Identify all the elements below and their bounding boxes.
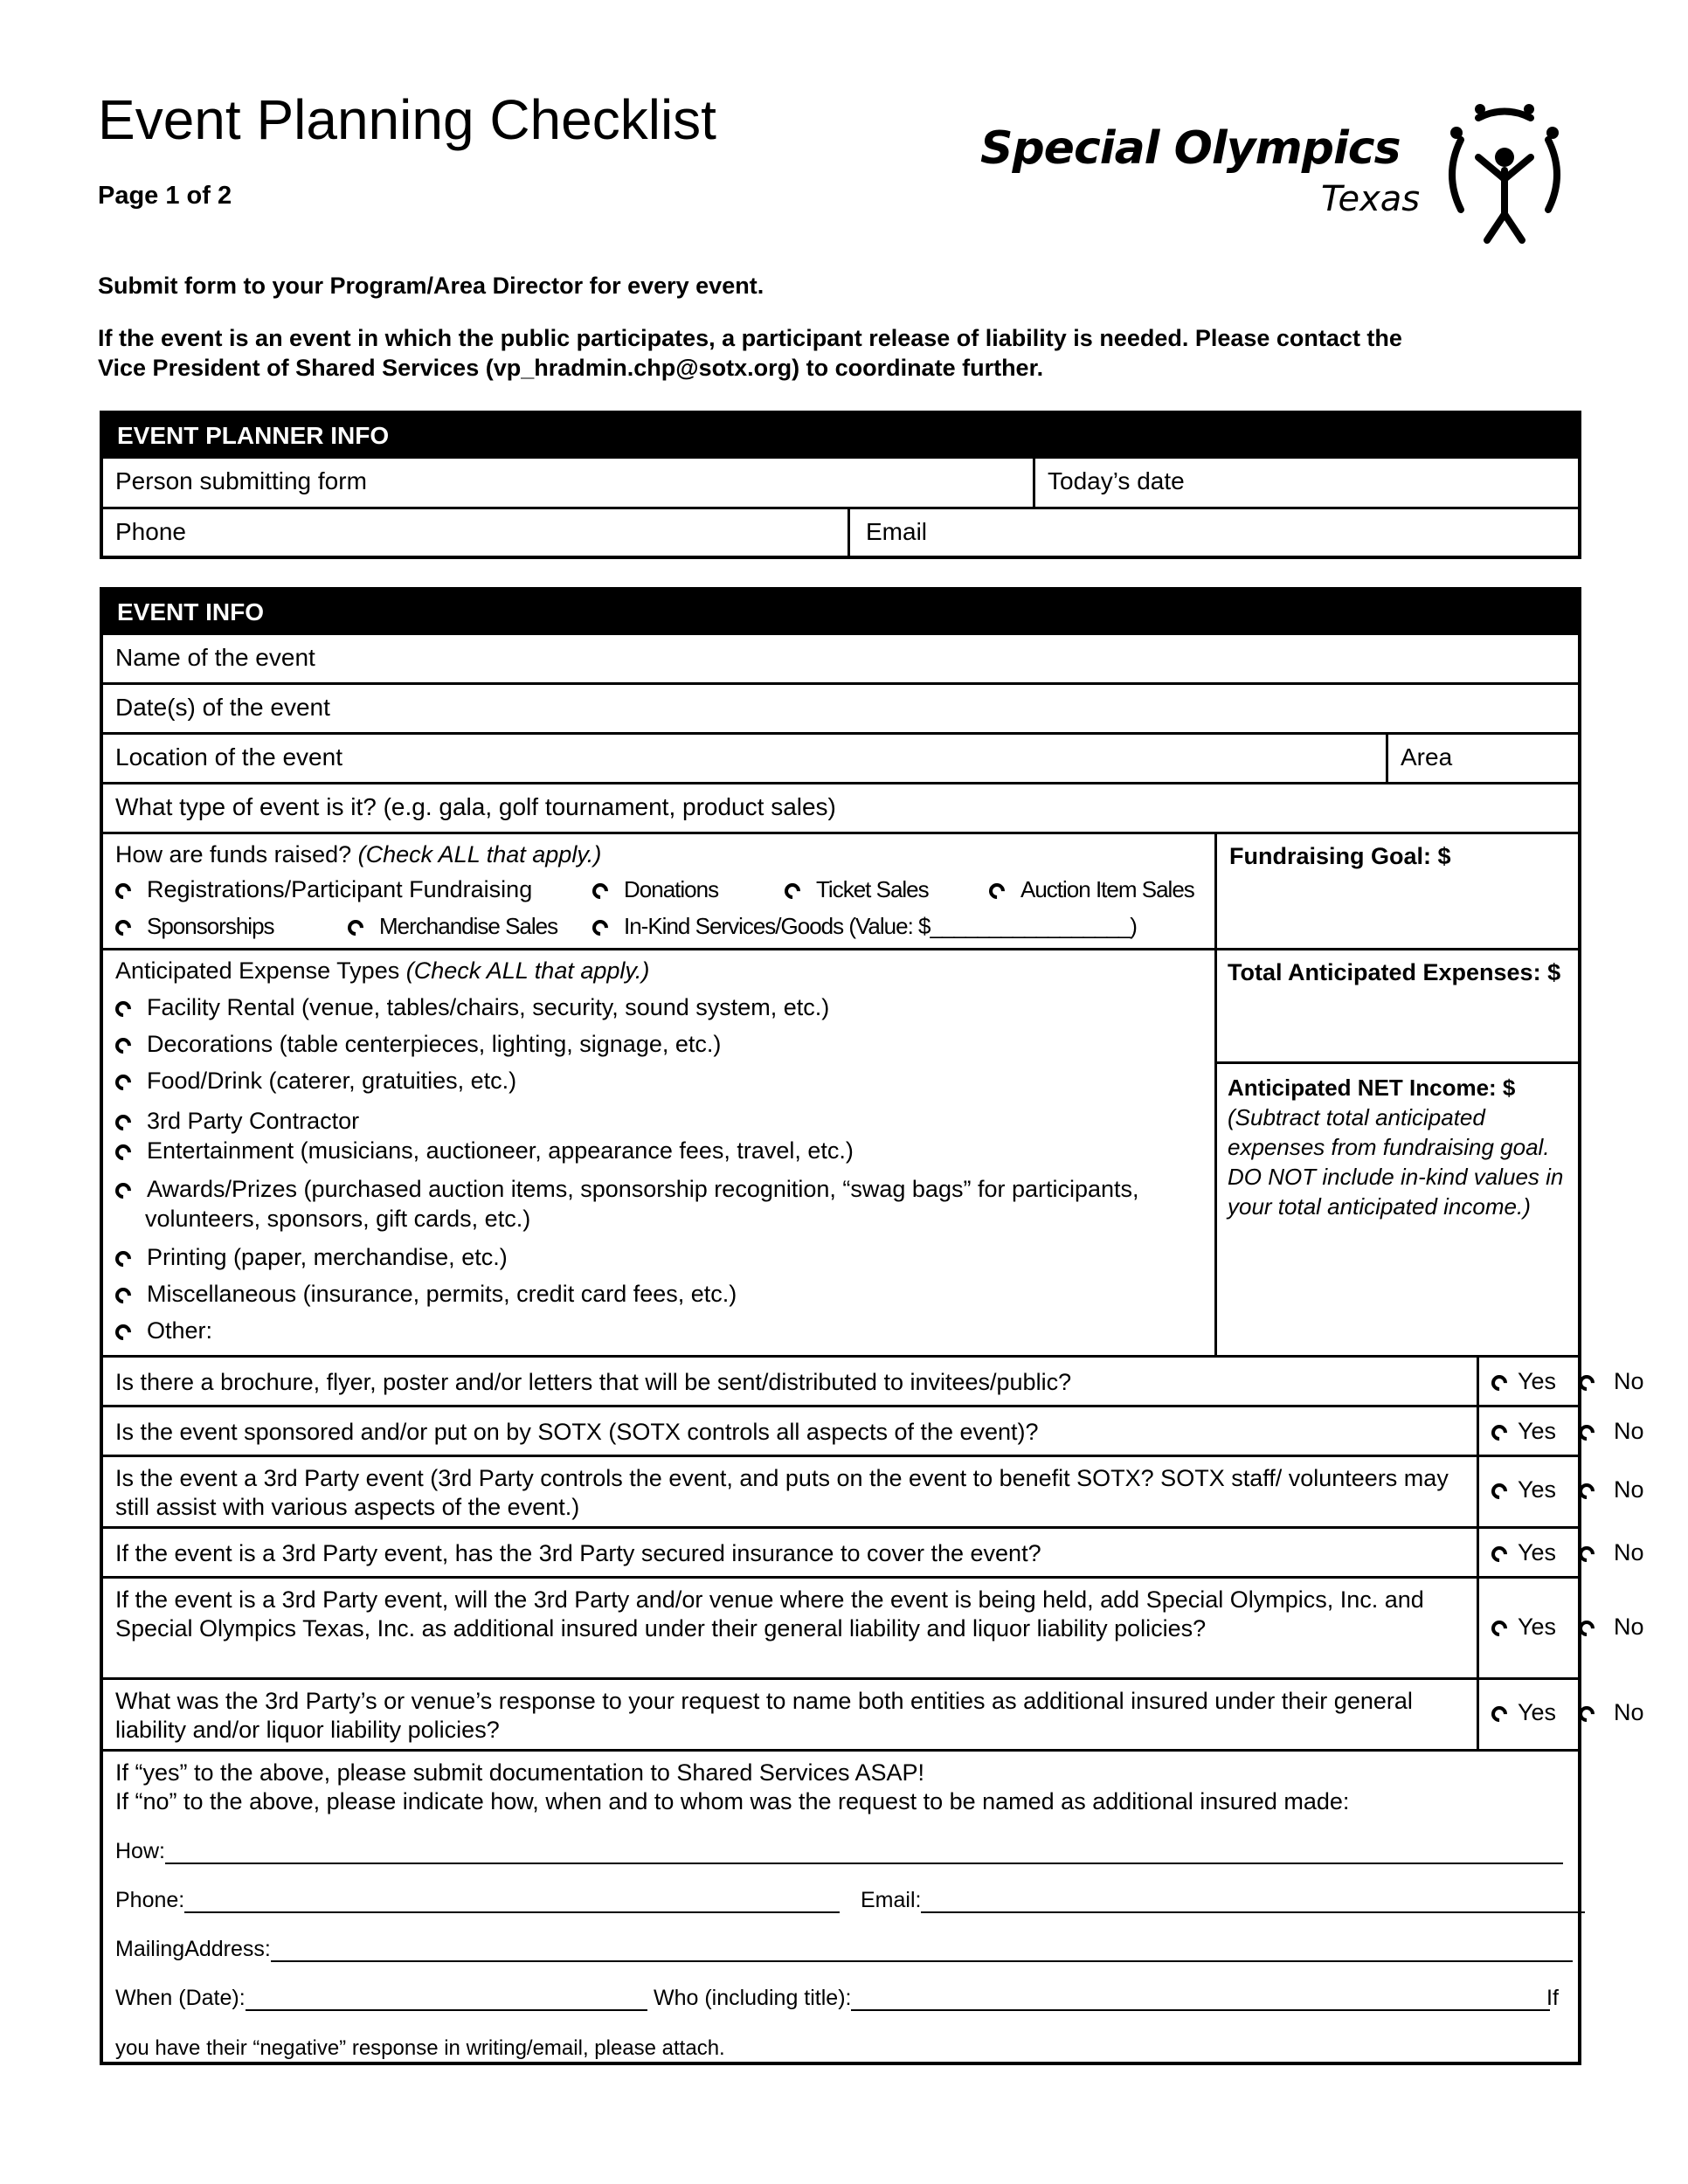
- radio-icon[interactable]: [344, 916, 366, 938]
- funds-question: [115, 841, 601, 868]
- funds-option-merchandise[interactable]: [348, 913, 557, 940]
- question-text: Is the event a 3rd Party event (3rd Party controls the event, and puts on the event to benefit SOTX? SOTX staff/ volunteers may still assist with various aspects of the event.): [115, 1465, 1449, 1520]
- funds-raised-row: [103, 832, 1578, 948]
- yes-no-cell: [1477, 1407, 1644, 1455]
- funds-option-ticket-sales[interactable]: [785, 876, 929, 903]
- question-row: [103, 1576, 1644, 1677]
- question-row: [103, 1355, 1644, 1405]
- yes-option[interactable]: [1491, 1614, 1556, 1641]
- field-label: How:: [115, 1839, 165, 1863]
- when-input-line[interactable]: [246, 1988, 647, 2011]
- intro-liability-line2: Vice President of Shared Services (vp_hradmin.chp@sotx.org) to coordinate further.: [98, 355, 1044, 381]
- radio-icon[interactable]: [112, 1111, 134, 1133]
- field-label: MailingAddress:: [115, 1937, 271, 1961]
- yes-no-cell: [1477, 1680, 1644, 1749]
- expense-question-hint: (Check ALL that apply.): [405, 957, 650, 984]
- field-label: Fundraising Goal: $: [1229, 843, 1451, 869]
- option-label: Ticket Sales: [816, 876, 929, 902]
- special-olympics-logo: [980, 96, 1592, 253]
- question-text: If the event is a 3rd Party event, has the 3rd Party secured insurance to cover the event?: [115, 1540, 1041, 1566]
- net-income-note: (Subtract total anticipated: [1228, 1104, 1485, 1130]
- mailing-address-field[interactable]: [115, 1937, 1573, 1962]
- who-input-line[interactable]: [851, 1988, 1550, 2011]
- field-label: Email:: [861, 1888, 922, 1912]
- option-label: Yes: [1518, 1614, 1557, 1640]
- total-expenses-field[interactable]: [1217, 950, 1578, 1064]
- question-text: Is there a brochure, flyer, poster and/or letters that will be sent/distributed to invitees/public?: [115, 1369, 1072, 1395]
- option-label: Food/Drink (caterer, gratuities, etc.): [147, 1068, 517, 1094]
- expense-option-misc[interactable]: [115, 1281, 737, 1308]
- yes-option[interactable]: [1491, 1368, 1556, 1395]
- question-text: Is the event sponsored and/or put on by SOTX (SOTX controls all aspects of the event)?: [115, 1419, 1039, 1445]
- yes-option[interactable]: [1491, 1476, 1556, 1503]
- field-label: What type of event is it? (e.g. gala, golf tournament, product sales): [115, 793, 836, 820]
- event-location-row: [103, 732, 1578, 782]
- radio-icon[interactable]: [1575, 1617, 1597, 1639]
- yes-no-cell: [1477, 1579, 1644, 1677]
- funds-question-hint: (Check ALL that apply.): [357, 841, 602, 867]
- field-label: Email: [866, 518, 928, 545]
- planner-row-1: [103, 456, 1578, 507]
- funds-question-text: How are funds raised?: [115, 841, 358, 867]
- yes-no-cell: [1477, 1358, 1644, 1405]
- option-label: Other:: [147, 1317, 213, 1344]
- radio-icon[interactable]: [781, 880, 803, 902]
- funds-option-registrations[interactable]: [115, 876, 532, 903]
- no-option[interactable]: [1579, 1699, 1644, 1726]
- planner-row-2: [103, 507, 1578, 557]
- mailing-input-line[interactable]: [271, 1939, 1573, 1962]
- radio-icon[interactable]: [112, 1248, 134, 1269]
- funds-option-sponsorships[interactable]: [115, 913, 274, 940]
- logo-subtitle: Texas: [1321, 179, 1421, 219]
- radio-icon[interactable]: [589, 916, 611, 938]
- if-text: If: [1546, 1986, 1559, 2010]
- option-label: No: [1614, 1614, 1644, 1640]
- when-date-field[interactable]: [115, 1986, 647, 2011]
- net-income-field[interactable]: [1217, 1064, 1578, 1230]
- radio-icon[interactable]: [112, 1179, 134, 1201]
- radio-icon[interactable]: [1575, 1703, 1597, 1724]
- radio-icon[interactable]: [1488, 1480, 1510, 1502]
- option-label: Entertainment (musicians, auctioneer, appearance fees, travel, etc.): [147, 1137, 854, 1164]
- expense-option-other[interactable]: [115, 1317, 212, 1344]
- intro-instruction: Submit form to your Program/Area Director for every event.: [98, 273, 764, 299]
- section-header: EVENT PLANNER INFO: [103, 414, 1578, 456]
- expense-question-text: Anticipated Expense Types: [115, 957, 406, 984]
- no-option[interactable]: [1579, 1614, 1644, 1641]
- email-input-line[interactable]: [921, 1890, 1585, 1913]
- option-label: Yes: [1518, 1476, 1557, 1503]
- event-info-section: [100, 587, 1644, 2065]
- yes-no-group: [1491, 1539, 1666, 1566]
- radio-icon[interactable]: [1575, 1372, 1597, 1393]
- yes-no-group: [1491, 1418, 1666, 1445]
- option-label: Yes: [1518, 1368, 1557, 1394]
- person-submitting-field[interactable]: [103, 459, 1033, 507]
- question-row: [103, 1526, 1644, 1576]
- question-row: [103, 1677, 1644, 1749]
- expense-option-contractor[interactable]: [115, 1108, 359, 1135]
- no-option[interactable]: [1579, 1368, 1644, 1395]
- field-label: Who (including title):: [654, 1986, 852, 2010]
- field-label: When (Date):: [115, 1986, 246, 2010]
- area-field[interactable]: [1386, 735, 1578, 782]
- yes-option[interactable]: [1491, 1539, 1556, 1566]
- yes-no-group: [1491, 1368, 1666, 1395]
- radio-icon[interactable]: [112, 1071, 134, 1093]
- event-name-row: [103, 632, 1578, 682]
- option-label: Facility Rental (venue, tables/chairs, security, sound system, etc.): [147, 994, 830, 1020]
- option-label: No: [1614, 1699, 1644, 1725]
- field-label: Phone: [115, 518, 186, 545]
- option-label: No: [1614, 1418, 1644, 1444]
- event-type-row: [103, 782, 1578, 832]
- radio-icon[interactable]: [1488, 1617, 1510, 1639]
- field-label: Date(s) of the event: [115, 694, 330, 721]
- option-label: No: [1614, 1539, 1644, 1565]
- radio-icon[interactable]: [112, 998, 134, 1019]
- fundraising-goal-field[interactable]: [1214, 834, 1578, 948]
- field-label: Phone:: [115, 1888, 185, 1912]
- expense-option-facility[interactable]: [115, 994, 829, 1021]
- option-label: Yes: [1518, 1418, 1557, 1444]
- page-number: Page 1 of 2: [98, 182, 232, 210]
- yes-no-cell: [1477, 1457, 1644, 1526]
- intro-liability-note: [98, 323, 1583, 383]
- intro-liability-line1: If the event is an event in which the public participates, a participant release of liability is needed. Please contact the: [98, 325, 1402, 351]
- radio-icon[interactable]: [1575, 1421, 1597, 1443]
- phone-field[interactable]: [103, 509, 847, 557]
- expense-option-awards-cont: volunteers, sponsors, gift cards, etc.): [145, 1206, 531, 1232]
- option-label: 3rd Party Contractor: [147, 1108, 360, 1134]
- field-label: Name of the event: [115, 644, 315, 671]
- question-text: What was the 3rd Party’s or venue’s response to your request to name both entities as additional insured under their general liability and/or liquor liability policies?: [115, 1688, 1413, 1743]
- radio-icon[interactable]: [112, 916, 134, 938]
- followup-row: [103, 1749, 1578, 2067]
- followup-instructions: [115, 1759, 1349, 1816]
- followup-phone-field[interactable]: [115, 1888, 840, 1913]
- radio-icon[interactable]: [112, 1321, 134, 1343]
- todays-date-field[interactable]: [1033, 459, 1578, 507]
- option-label: Printing (paper, merchandise, etc.): [147, 1244, 508, 1270]
- field-label: Anticipated NET Income: $: [1228, 1075, 1516, 1101]
- no-option[interactable]: [1579, 1476, 1644, 1503]
- special-olympics-emblem-icon: [1426, 96, 1583, 253]
- funds-option-in-kind[interactable]: [592, 913, 1137, 940]
- yes-no-cell: [1477, 1529, 1644, 1576]
- yes-no-group: [1491, 1476, 1666, 1503]
- funds-option-auction-items[interactable]: [989, 876, 1194, 903]
- option-label: No: [1614, 1368, 1644, 1394]
- negative-response-note: you have their “negative” response in writing/email, please attach.: [115, 2036, 725, 2060]
- field-label: Location of the event: [115, 743, 342, 771]
- question-row: [103, 1455, 1644, 1526]
- followup-email-field[interactable]: [861, 1888, 1585, 1913]
- event-location-field[interactable]: [103, 735, 1386, 782]
- email-field[interactable]: [847, 509, 1578, 557]
- radio-icon[interactable]: [112, 1284, 134, 1306]
- net-income-note: DO NOT include in-kind values in: [1228, 1164, 1564, 1190]
- event-type-field[interactable]: [103, 784, 1578, 832]
- radio-icon[interactable]: [112, 1034, 134, 1056]
- radio-icon[interactable]: [1488, 1421, 1510, 1443]
- followup-yes-text: If “yes” to the above, please submit documentation to Shared Services ASAP!: [115, 1759, 925, 1786]
- net-income-note: your total anticipated income.): [1228, 1193, 1531, 1220]
- option-label: Merchandise Sales: [379, 913, 558, 939]
- option-label: Yes: [1518, 1539, 1557, 1565]
- radio-icon[interactable]: [1488, 1703, 1510, 1724]
- radio-icon[interactable]: [1575, 1543, 1597, 1565]
- field-label: Today’s date: [1048, 467, 1185, 494]
- logo-wordmark: Special Olympics: [980, 122, 1401, 175]
- event-dates-row: [103, 682, 1578, 732]
- phone-input-line[interactable]: [184, 1890, 840, 1913]
- how-input-line[interactable]: [165, 1842, 1563, 1864]
- funds-option-donations[interactable]: [592, 876, 718, 903]
- option-label: Miscellaneous (insurance, permits, credit card fees, etc.): [147, 1281, 737, 1307]
- expense-types-cell: [103, 950, 1214, 1355]
- radio-icon[interactable]: [112, 880, 134, 902]
- option-label: In-Kind Services/Goods (Value: $_________________): [624, 913, 1137, 939]
- expense-option-food[interactable]: [115, 1068, 516, 1095]
- section-header: EVENT INFO: [103, 591, 1578, 632]
- radio-icon[interactable]: [986, 880, 1007, 902]
- funds-raised-cell: [103, 834, 1214, 948]
- expense-totals-cell: [1214, 950, 1578, 1355]
- option-label: Awards/Prizes (purchased auction items, sponsorship recognition, “swag bags” for participants,: [147, 1176, 1139, 1202]
- radio-icon[interactable]: [112, 1141, 134, 1163]
- field-label: Person submitting form: [115, 467, 367, 494]
- radio-icon[interactable]: [1488, 1543, 1510, 1565]
- no-option[interactable]: [1579, 1418, 1644, 1445]
- option-label: Sponsorships: [147, 913, 274, 939]
- expense-option-entertainment[interactable]: [115, 1137, 854, 1165]
- yes-no-group: [1491, 1699, 1666, 1726]
- net-income-note: expenses from fundraising goal.: [1228, 1134, 1550, 1160]
- expense-question: [115, 957, 649, 985]
- expense-option-printing[interactable]: [115, 1244, 508, 1271]
- radio-icon[interactable]: [589, 880, 611, 902]
- option-label: No: [1614, 1476, 1644, 1503]
- option-label: Yes: [1518, 1699, 1557, 1725]
- field-label: Total Anticipated Expenses: $: [1228, 959, 1561, 985]
- no-option[interactable]: [1579, 1539, 1644, 1566]
- option-label: Decorations (table centerpieces, lighting, signage, etc.): [147, 1031, 722, 1057]
- yes-option[interactable]: [1491, 1418, 1556, 1445]
- expense-option-awards[interactable]: [115, 1176, 1139, 1203]
- question-text: If the event is a 3rd Party event, will the 3rd Party and/or venue where the event is being held, add Special Olympics, Inc. and Special Olympics Texas, Inc. as additional insured under their general liability and liquor liability policies?: [115, 1586, 1424, 1641]
- question-row: [103, 1405, 1644, 1455]
- radio-icon[interactable]: [1575, 1480, 1597, 1502]
- event-planner-section: [100, 411, 1581, 559]
- yes-no-group: [1491, 1614, 1666, 1641]
- field-label: Area: [1401, 743, 1453, 771]
- yes-option[interactable]: [1491, 1699, 1556, 1726]
- followup-no-text: If “no” to the above, please indicate how, when and to whom was the request to be named as additional insured made:: [115, 1788, 1350, 1814]
- expense-option-decorations[interactable]: [115, 1031, 721, 1058]
- option-label: Registrations/Participant Fundraising: [147, 876, 533, 902]
- option-label: Auction Item Sales: [1020, 876, 1194, 902]
- page-title: Event Planning Checklist: [98, 88, 716, 151]
- event-dates-field[interactable]: [103, 685, 1578, 732]
- event-name-field[interactable]: [103, 635, 1578, 682]
- option-label: Donations: [624, 876, 719, 902]
- how-field[interactable]: [115, 1839, 1563, 1864]
- who-field[interactable]: [654, 1986, 1550, 2011]
- expense-types-row: [103, 948, 1578, 1355]
- radio-icon[interactable]: [1488, 1372, 1510, 1393]
